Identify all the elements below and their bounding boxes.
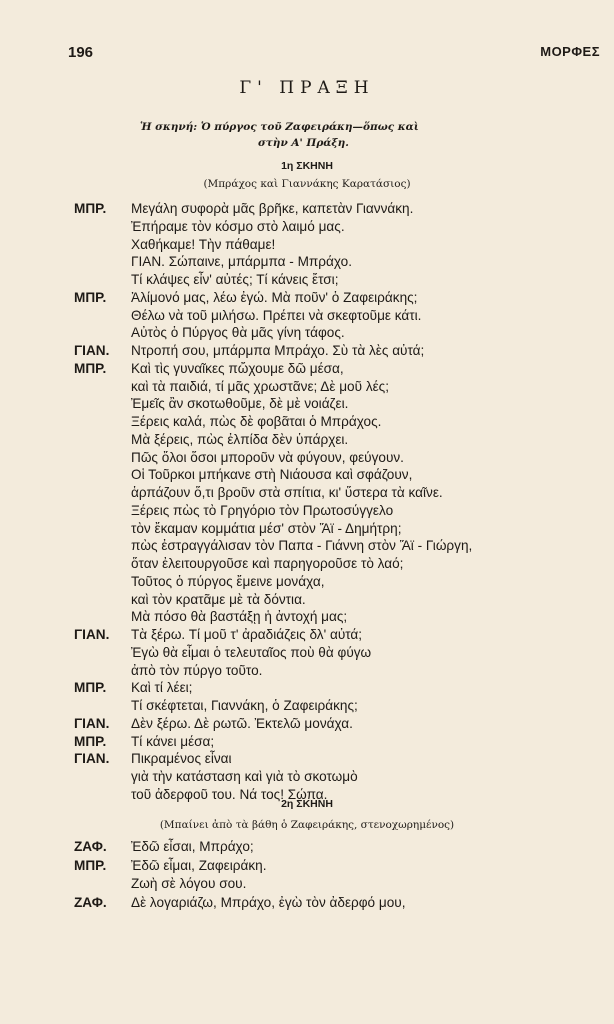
dialogue-text: Ἐδῶ εἶμαι, Ζαφειράκη. (131, 857, 267, 873)
speaker-name: ΜΠΡ. (74, 733, 107, 749)
dialogue-text: Τί σκέφτεται, Γιαννάκη, ὁ Ζαφειράκης; (131, 698, 358, 713)
setting-line-1: Ἡ σκηνή: Ὁ πύργος τοῦ Ζαφειράκη—ὅπως καὶ (140, 121, 419, 133)
dialogue-text: Ξέρεις πὼς τὸ Γρηγόριο τὸν Πρωτοσύγγελο (131, 502, 394, 518)
page-number: 196 (68, 44, 94, 61)
dialogue-text: Καὶ τί λέει; (131, 680, 193, 696)
dialogue-text: Ἐμεῖς ἂν σκοτωθοῦμε, δὲ μὲ νοιάζει. (131, 396, 349, 412)
speaker-name: ΖΑΦ. (74, 894, 107, 910)
dialogue-text: ἀπὸ τὸν πύργο τοῦτο. (131, 662, 263, 678)
dialogue-text: Καὶ τὶς γυναῖκες πὤχουμε δῶ μέσα, (131, 360, 344, 376)
dialogue-text: γιὰ τὴν κατάσταση καὶ γιὰ τὸ σκοτωμὸ (131, 769, 358, 784)
dialogue-text: Μὰ πόσο θὰ βαστάξῃ ἡ ἀντοχή μας; (131, 609, 348, 625)
act-title: Γ' ΠΡΑΞΗ (239, 78, 375, 98)
dialogue-text: Μεγάλη συφορὰ μᾶς βρῆκε, καπετὰν Γιαννάκη. (131, 201, 414, 216)
dialogue-text: ἁρπάζουν ὅ,τι βροῦν στὰ σπίτια, κι' ὕστερα τὰ καῖνε. (131, 485, 443, 500)
dialogue-text: Δὲν ξέρω. Δὲ ρωτῶ. Ἐκτελῶ μονάχα. (131, 715, 353, 731)
scene-2-title: 2η ΣΚΗΝΗ (281, 798, 333, 810)
dialogue-text: ὅταν ἐλειτουργοῦσε καὶ παρηγοροῦσε τὸ λαό; (131, 556, 404, 571)
dialogue-text: Πικραμένος εἶναι (131, 751, 232, 767)
speaker-name: ΓΙΑΝ. (74, 751, 110, 767)
dialogue-text: Ἐπήραμε τὸν κόσμο στὸ λαιμό μας. (131, 218, 345, 234)
scene-2-note: (Μπαίνει ἀπὸ τὰ βάθη ὁ Ζαφειράκης, στενοχωρημένος) (159, 819, 455, 831)
speaker-name: ΓΙΑΝ. (74, 715, 110, 731)
running-header (68, 44, 600, 64)
dialogue-text: Μὰ ξέρεις, πὼς ἐλπίδα δὲν ὑπάρχει. (131, 431, 349, 447)
dialogue-text: Πῶς ὅλοι ὅσοι μποροῦν νὰ φύγουν, φεύγουν. (131, 449, 404, 465)
speaker-name: ΜΠΡ. (74, 857, 107, 873)
dialogue-text: Τί κλάψες εἶν' αὐτές; Τί κάνεις ἔτσι; (131, 272, 339, 287)
speaker-name: ΖΑΦ. (74, 839, 107, 854)
dialogue-text: Τοῦτος ὁ πύργος ἔμεινε μονάχα, (131, 573, 325, 589)
journal-name: ΜΟΡΦΕΣ (540, 44, 600, 59)
speaker-name: ΜΠΡ. (74, 360, 107, 376)
dialogue-text: καὶ τὸν κρατᾶμε μὲ τὰ δόντια. (131, 591, 306, 607)
dialogue-text: Αὐτὸς ὁ Πύργος θὰ μᾶς γίνη τάφος. (131, 325, 345, 341)
dialogue-text: Ἐδῶ εἶσαι, Μπράχο; (131, 839, 254, 854)
dialogue-text: Δὲ λογαριάζω, Μπράχο, ἐγὼ τὸν ἀδερφό μου, (131, 894, 406, 910)
speaker-name: ΓΙΑΝ. (74, 627, 110, 642)
dialogue-text: Τί κάνει μέσα; (131, 733, 215, 749)
dialogue-text: πὼς ἐστραγγάλισαν τὸν Παπα - Γιάννη στὸν Ἅϊ - Γιώργη, (131, 538, 473, 554)
speaker-name: ΜΠΡ. (74, 680, 107, 696)
dialogue-text: Ἐγὼ θὰ εἶμαι ὁ τελευταῖος ποὺ θὰ φύγω (131, 644, 372, 660)
dialogue-text: Ζωὴ σὲ λόγου σου. (131, 876, 247, 892)
dialogue-text: Ἀλίμονό μας, λέω ἐγώ. Μὰ ποῦν' ὁ Ζαφειράκης; (131, 289, 418, 305)
speaker-name: ΜΠΡ. (74, 289, 107, 305)
dialogue-text: καὶ τὰ παιδιά, τί μᾶς χρωστᾶνε; Δὲ μοῦ λές; (131, 378, 390, 394)
dialogue-text: ΓΙΑΝ. Σώπαινε, μπάρμπα - Μπράχο. (131, 254, 352, 270)
dialogue-text: Ντροπή σου, μπάρμπα Μπράχο. Σὺ τὰ λὲς αὐτά; (131, 343, 425, 358)
dialogue-text: Τὰ ξέρω. Τί μοῦ τ' ἀραδιάζεις δλ' αὐτά; (131, 627, 363, 642)
stage-setting (140, 119, 560, 151)
dialogue-text: Θέλω νὰ τοῦ μιλήσω. Πρέπει νὰ σκεφτοῦμε κάτι. (131, 307, 422, 323)
dialogue-text: τοῦ ἀδερφοῦ του. Νά τος! Σώπα. (131, 786, 328, 802)
dialogue-text: τὸν ἔκαμαν κομμάτια μέσ' στὸν Ἅϊ - Δημήτρη; (131, 520, 402, 536)
dialogue-text: Ξέρεις καλά, πὼς δὲ φοβᾶται ὁ Μπράχος. (131, 414, 382, 429)
scene-1-note: (Μπράχος καὶ Γιαννάκης Καρατάσιος) (203, 178, 411, 190)
speaker-name: ΜΠΡ. (74, 201, 107, 216)
dialogue-text: Οἱ Τοῦρκοι μπήκανε στὴ Νιάουσα καὶ σφάζουν, (131, 467, 413, 483)
dialogue-text: Χαθήκαμε! Τὴν πάθαμε! (131, 236, 276, 252)
scene-1-title: 1η ΣΚΗΝΗ (281, 160, 333, 172)
setting-line-2: στὴν Α' Πράξη. (258, 137, 349, 149)
speaker-name: ΓΙΑΝ. (74, 343, 110, 358)
